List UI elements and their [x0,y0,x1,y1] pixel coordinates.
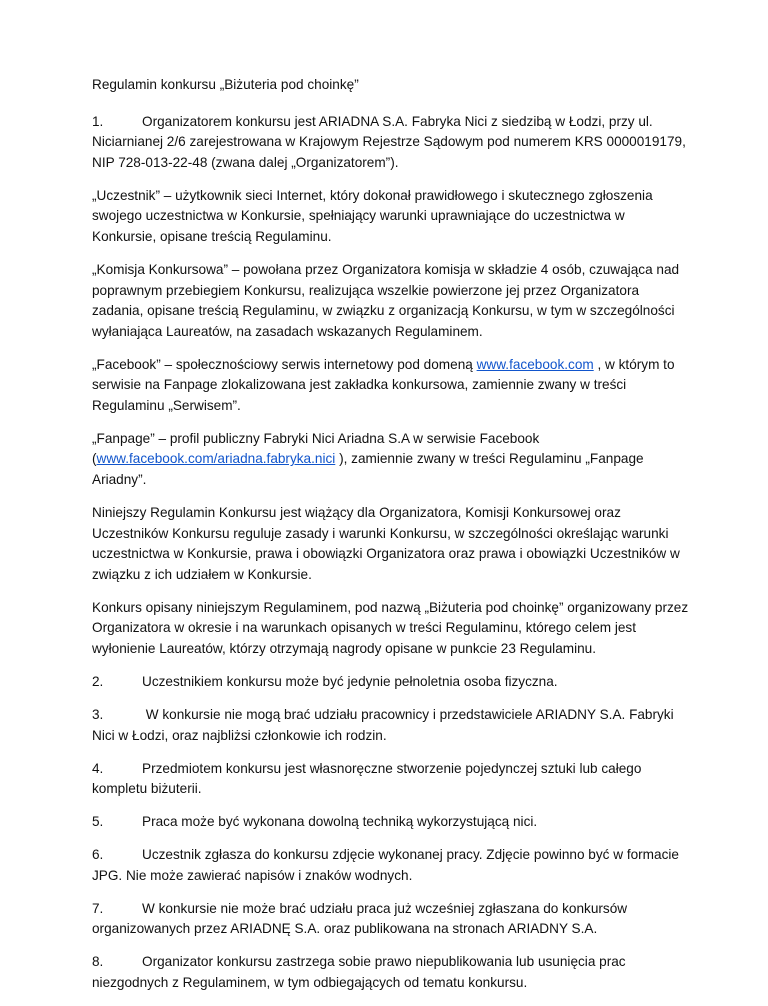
definition-text: „Fanpage” – profil publiczny Fabryki Nici Ariadna S.A w serwisie Facebook ( [92,430,540,467]
document-page [92,75,690,1006]
numbered-item-1 [92,112,690,174]
definition-text: , w którym to serwisie na Fanpage zlokalizowana jest zakładka konkursowa, zamiennie zwany w treści Regulaminu „Serwisem”. [92,356,675,413]
numbered-item-2 [92,672,690,693]
definition-fanpage [92,429,690,491]
binding-paragraph: Niniejszy Regulamin Konkursu jest wiążący dla Organizatora, Komisji Konkursowej oraz Uczestników Konkursu reguluje zasady i warunki Konkursu, w szczególności określając warunki uczestnictwa w Konkursie, prawa i obowiązki Organizatora oraz prawa i obowiązki Uczestników w związku z ich udziałem w Konkursie. [92,505,680,582]
numbered-item-6 [92,845,690,886]
item-number: 6. [92,847,104,863]
item-text: Uczestnik zgłasza do konkursu zdjęcie wykonanej pracy. Zdjęcie powinno być w formacie JPG. Nie może zawierać napisów i znaków wodnych. [92,847,679,883]
item-number: 3. [92,706,104,722]
description-paragraph: Konkurs opisany niniejszym Regulaminem, pod nazwą „Biżuteria pod choinkę” organizowany przez Organizatora w okresie i na warunkach opisanych w treści Regulaminu, którego celem jest wyłonienie Laureatów, którzy otrzymają nagrody opisane w punkcie 23 Regulaminu. [92,599,689,656]
item-number: 7. [92,900,104,916]
item-number: 5. [92,814,104,830]
numbered-item-5 [92,812,690,833]
numbered-item-3 [92,705,690,746]
item-text: Praca może być wykonana dowolną techniką wykorzystującą nici. [142,814,538,830]
item-number: 8. [92,954,104,970]
item-text: Organizatorem konkursu jest ARIADNA S.A. Fabryka Nici z siedzibą w Łodzi, przy ul. Niciarnianej 2/6 zarejestrowana w Krajowym Rejestrze Sądowym pod numerem KRS 0000019179, NIP 728-013-22-48 (zwana dalej „Organizatorem”). [92,113,686,170]
definition-text: ), zamiennie zwany w treści Regulaminu „Fanpage Ariadny”. [92,451,644,488]
definition-text: „Facebook” – społecznościowy serwis internetowy pod domeną [92,356,477,372]
item-text: W konkursie nie mogą brać udziału pracownicy i przedstawiciele ARIADNY S.A. Fabryki Nici w Łodzi, oraz najbliżsi członkowie ich rodzin. [92,706,674,743]
fanpage-link[interactable]: www.facebook.com/ariadna.fabryka.nici [96,451,336,467]
item-number: 1. [92,113,104,129]
numbered-item-4 [92,759,690,800]
item-number: 4. [92,760,104,776]
item-text: W konkursie nie może brać udziału praca już wcześniej zgłaszana do konkursów organizowanych przez ARIADNĘ S.A. oraz publikowana na stronach ARIADNY S.A. [92,900,628,937]
item-text: Uczestnikiem konkursu może być jedynie pełnoletnia osoba fizyczna. [142,673,558,689]
definition-komisja: „Komisja Konkursowa” – powołana przez Organizatora komisja w składzie 4 osób, czuwająca nad poprawnym przebiegiem Konkursu, realizująca wszelkie powierzone jej przez Organizatora zadania, opisane treścią Regulaminu, w związku z organizacją Konkursu, w tym w szczególności wyłaniająca Laureatów, na zasadach wskazanych Regulaminem. [92,261,680,339]
item-text: Przedmiotem konkursu jest własnoręczne stworzenie pojedynczej sztuki lub całego kompletu biżuterii. [92,760,642,797]
item-text: Organizator konkursu zastrzega sobie prawo niepublikowania lub usunięcia prac niezgodnych z Regulaminem, w tym odbiegających od tematu konkursu. [92,954,626,990]
numbered-item-8 [92,952,690,993]
document-title: Regulamin konkursu „Biżuteria pod choinkę” [92,77,359,92]
numbered-item-7 [92,899,690,940]
facebook-link[interactable]: www.facebook.com [476,356,594,372]
definition-uczestnik: „Uczestnik” – użytkownik sieci Internet, który dokonał prawidłowego i skutecznego zgłoszenia swojego uczestnictwa w Konkursie, spełniający warunki uprawniające do uczestnictwa w Konkursie, opisane treścią Regulaminu. [92,187,653,244]
definition-facebook [92,355,690,417]
item-number: 2. [92,673,104,689]
